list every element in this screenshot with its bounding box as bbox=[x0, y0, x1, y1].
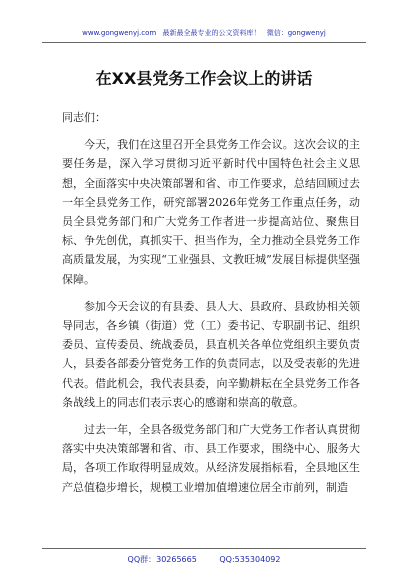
qq-contact: QQ:535304092 bbox=[219, 555, 281, 564]
page-title: 在XX县党务工作会议上的讲话 bbox=[95, 69, 313, 88]
site-url[interactable]: www.gongwenyj.com bbox=[82, 29, 157, 37]
footer-divider bbox=[42, 548, 366, 549]
document-body bbox=[62, 108, 360, 505]
salutation: 同志们： bbox=[62, 111, 106, 124]
paragraph-1: 今天，我们在这里召开全县党务工作会议。这次会议的主要任务是，深入学习贯彻习近平新时代中国特色社会主义思想，全面落实中央决策部署和省、市工作要求，总结回顾过去一年全县党务工作，研究部署2026年党务工作重点任务，动员全县党务部门和广大党务工作者进一步提高站位、聚焦目标、争先创优，真抓实干、担当作为，全力推动全县党务工作高质量发展，为实现“工业强县、文教旺城”发展目标提供坚强保障。 bbox=[62, 138, 360, 286]
header-divider bbox=[42, 42, 366, 43]
paragraph-3: 过去一年，全县各级党务部门和广大党务工作者认真贯彻落实中央决策部署和省、市、县工作要求，围绕中心、服务大局，各项工作取得明显成效。从经济发展指标看，全县地区生产总值稳步增长，规模工业增加值增速位居全市前列，制造 bbox=[62, 423, 360, 494]
site-slogan: 最新最全最专业的公文资料库！ bbox=[162, 29, 261, 37]
site-footer bbox=[0, 554, 408, 565]
site-header bbox=[0, 28, 408, 38]
wechat-id: 微信：gongwenyj bbox=[266, 29, 326, 37]
qq-group: QQ群：30265665 bbox=[127, 555, 197, 564]
paragraph-2: 参加今天会议的有县委、县人大、县政府、县政协相关领导同志，各乡镇（街道）党（工）委书记、专职副书记、组织委员、宣传委员、统战委员，县直机关各单位党组织主要负责人，县委各部委分管党务工作的负责同志，以及受表彰的先进代表。借此机会，我代表县委，向辛勤耕耘在全县党务工作各条战线上的同志们表示衷心的感谢和崇高的敬意。 bbox=[62, 299, 360, 409]
